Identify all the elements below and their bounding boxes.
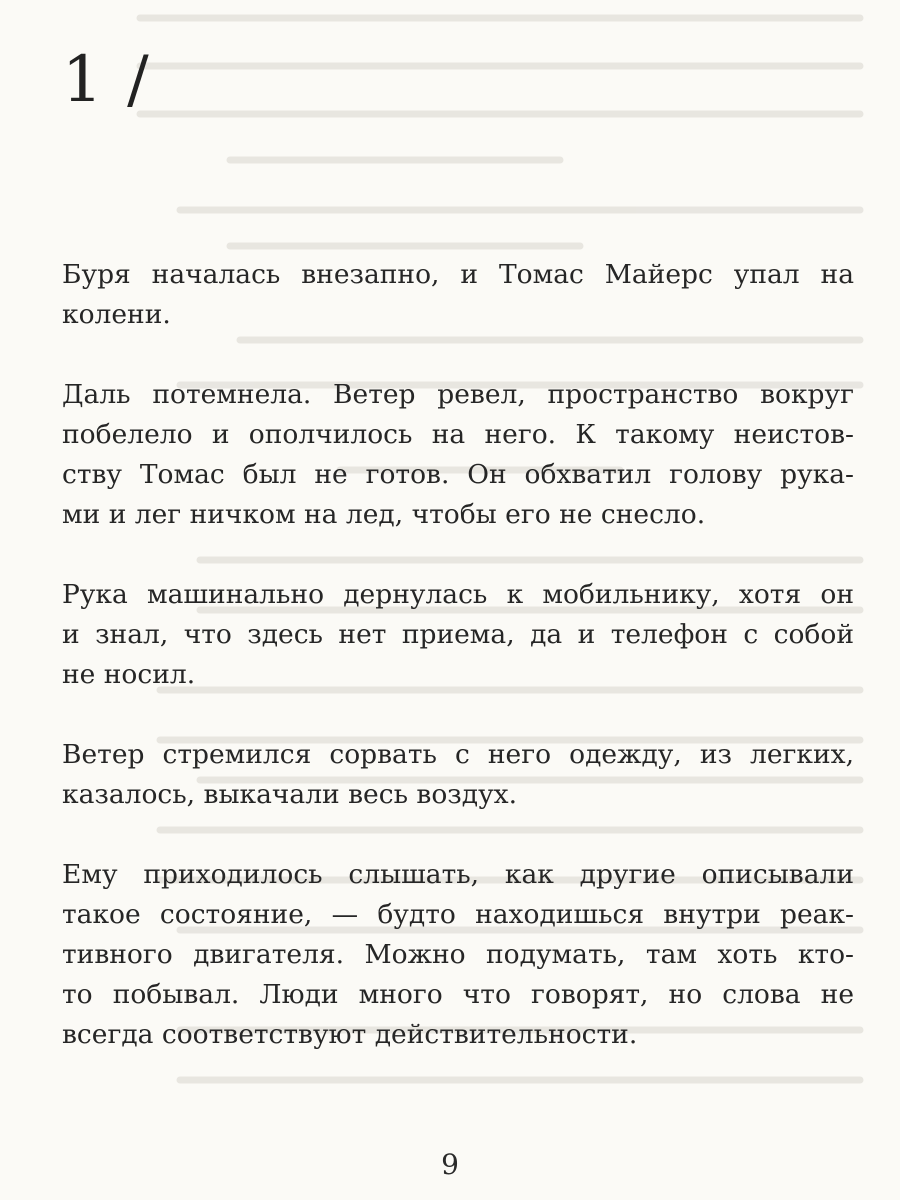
text-line: колени. xyxy=(62,299,171,330)
text-line: ству Томас был не готов. Он обхватил голову рука- xyxy=(62,459,854,490)
paragraph xyxy=(62,855,854,1055)
text-line: Даль потемнела. Ветер ревел, пространство вокруг xyxy=(62,379,854,410)
text-line: то побывал. Люди много что говорят, но слова не xyxy=(62,979,854,1010)
text-line: ми и лег ничком на лед, чтобы его не снесло. xyxy=(62,499,706,530)
paragraph xyxy=(62,735,854,815)
text-line: Рука машинально дернулась к мобильнику, хотя он xyxy=(62,579,854,610)
text-line: казалось, выкачали весь воздух. xyxy=(62,779,518,810)
text-line: Ему приходилось слышать, как другие описывали xyxy=(62,859,854,890)
paragraph xyxy=(62,575,854,695)
text-line: не носил. xyxy=(62,659,196,690)
page-number: 9 xyxy=(441,1148,459,1181)
text-line: Буря началась внезапно, и Томас Майерс упал на xyxy=(62,259,854,290)
text-line: и знал, что здесь нет приема, да и телефон с собой xyxy=(62,619,854,650)
text-line: Ветер стремился сорвать с него одежду, из легких, xyxy=(62,739,854,770)
text-line: тивного двигателя. Можно подумать, там хоть кто- xyxy=(62,939,854,970)
text-line: всегда соответствуют действительности. xyxy=(62,1019,638,1050)
paragraph xyxy=(62,255,854,335)
text-line: побелело и ополчилось на него. К такому неистов- xyxy=(62,419,854,450)
chapter-number: 1 / xyxy=(62,43,151,117)
text-line: такое состояние, — будто находишься внутри реак- xyxy=(62,899,854,930)
body-text xyxy=(62,255,854,1095)
paragraph xyxy=(62,375,854,535)
